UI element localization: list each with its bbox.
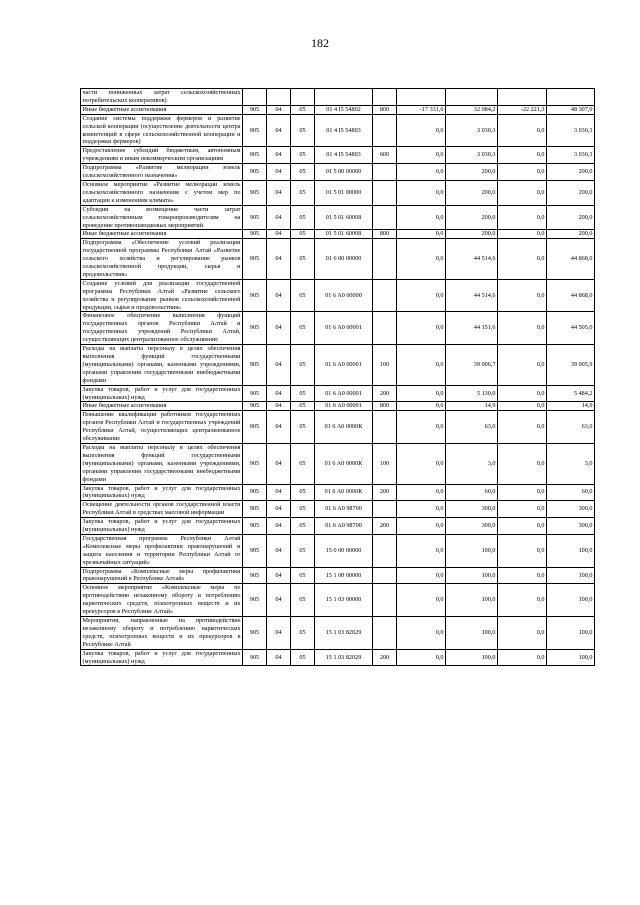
row-subsection-cell: 05 — [291, 105, 315, 114]
row-amount-4-cell: 60,0 — [547, 484, 595, 501]
row-subsection-cell: 05 — [291, 443, 315, 484]
row-target-article-cell: 15 1 03 82029 — [315, 617, 373, 650]
table-row — [81, 180, 595, 205]
row-code-cell: 905 — [243, 312, 267, 345]
row-amount-4-cell: 100,0 — [547, 584, 595, 617]
table-row — [81, 105, 595, 114]
row-code-cell: 905 — [243, 230, 267, 239]
row-section-cell — [267, 89, 291, 106]
row-amount-4-cell: 3 030,3 — [547, 147, 595, 164]
row-subsection-cell: 05 — [291, 180, 315, 205]
row-code-cell: 905 — [243, 584, 267, 617]
row-target-article-cell: 01 6 A0 00001 — [315, 385, 373, 402]
row-amount-1-cell: 0,0 — [397, 205, 446, 230]
row-amount-1-cell: 0,0 — [397, 230, 446, 239]
row-target-article-cell: 01 5 01 60008 — [315, 205, 373, 230]
row-section-cell: 04 — [267, 402, 291, 411]
row-subsection-cell: 05 — [291, 239, 315, 280]
row-expense-type-cell — [373, 617, 397, 650]
row-expense-type-cell: 200 — [373, 649, 397, 666]
row-name-cell: Подпрограмма «Развитие мелиорации земель сельскохозяйственного назначения» — [82, 164, 241, 180]
row-amount-3-cell: 0,0 — [498, 484, 547, 501]
row-amount-1-cell: 0,0 — [397, 484, 446, 501]
row-amount-2-cell: 200,0 — [446, 205, 498, 230]
row-amount-2-cell: 200,0 — [446, 180, 498, 205]
row-expense-type-cell — [373, 584, 397, 617]
row-amount-2-cell: 100,0 — [446, 617, 498, 650]
row-amount-3-cell: 0,0 — [498, 402, 547, 411]
row-amount-4-cell: 100,0 — [547, 534, 595, 567]
row-amount-3-cell: 0,0 — [498, 501, 547, 518]
row-amount-1-cell: 0,0 — [397, 584, 446, 617]
row-expense-type-cell — [373, 180, 397, 205]
row-subsection-cell: 05 — [291, 164, 315, 181]
row-amount-3-cell: 0,0 — [498, 567, 547, 584]
row-amount-1-cell: 0,0 — [397, 385, 446, 402]
row-subsection-cell: 05 — [291, 567, 315, 584]
row-name-cell: Подпрограмма «Комплексные меры профилактики правонарушений в Республике Алтай» — [82, 567, 241, 583]
row-amount-2-cell: 100,0 — [446, 567, 498, 584]
table-row — [81, 402, 595, 411]
row-section-cell: 04 — [267, 567, 291, 584]
row-code-cell: 905 — [243, 147, 267, 164]
row-name-cell: Основное мероприятие «Комплексные меры по противодействию незаконному обороту и потреблению наркотических средств, психотропных веществ и их прекурсоров в Республике Алтай» — [82, 584, 241, 616]
row-amount-1-cell: 0,0 — [397, 345, 446, 386]
row-amount-2-cell: 44 514,6 — [446, 239, 498, 280]
row-amount-2-cell — [446, 89, 498, 106]
table-row — [81, 114, 595, 147]
row-name-cell: Закупка товаров, работ и услуг для государственных (муниципальных) нужд — [82, 484, 241, 500]
row-amount-2-cell: 63,0 — [446, 411, 498, 444]
row-amount-2-cell: 44 514,6 — [446, 279, 498, 312]
row-target-article-cell: 01 6 A0 98700 — [315, 518, 373, 535]
row-name-cell: Финансовое обеспечение выполнения функций государственных органов Республики Алтай и государственных учреждений Республики Алтай, осуществляющих централизованное обслуживание — [82, 312, 241, 344]
row-code-cell: 905 — [243, 279, 267, 312]
table-row — [81, 443, 595, 484]
row-name-cell: Повышение квалификации работников государственных органов Республики Алтай и государственных учреждений Республики Алтай, осуществляющих централизованное обслуживание — [82, 411, 241, 443]
row-amount-2-cell: 5 130,0 — [446, 385, 498, 402]
row-subsection-cell: 05 — [291, 205, 315, 230]
row-amount-4-cell: 3,0 — [547, 443, 595, 484]
row-amount-2-cell: 3 030,3 — [446, 114, 498, 147]
row-amount-3-cell: 0,0 — [498, 345, 547, 386]
row-amount-2-cell: 200,0 — [446, 164, 498, 181]
row-code-cell: 905 — [243, 501, 267, 518]
row-code-cell: 905 — [243, 411, 267, 444]
row-expense-type-cell — [373, 164, 397, 181]
row-amount-1-cell: 0,0 — [397, 411, 446, 444]
row-name-cell: Подпрограмма «Обеспечение условий реализации государственной программы Республики Алтай «Развитие сельского хозяйства и регулирование рынков сельскохозяйственной продукции, сырья и продовольствия» — [82, 239, 241, 278]
row-expense-type-cell: 800 — [373, 402, 397, 411]
row-subsection-cell: 05 — [291, 484, 315, 501]
row-target-article-cell: 15 0 00 00000 — [315, 534, 373, 567]
row-amount-4-cell: 39 005,9 — [547, 345, 595, 386]
row-amount-1-cell: 0,0 — [397, 518, 446, 535]
row-subsection-cell: 05 — [291, 411, 315, 444]
row-amount-1-cell — [397, 89, 446, 106]
row-code-cell: 905 — [243, 443, 267, 484]
row-amount-3-cell — [498, 89, 547, 106]
row-name-cell: Создание условий для реализации государственной программы Республики Алтай «Развитие сельского хозяйства и регулирование рынков сельскохозяйственной продукции, сырья и продовольствия» — [82, 279, 241, 311]
row-amount-4-cell: 100,0 — [547, 567, 595, 584]
row-section-cell: 04 — [267, 230, 291, 239]
row-expense-type-cell: 200 — [373, 484, 397, 501]
row-subsection-cell: 05 — [291, 584, 315, 617]
row-target-article-cell: 01 6 A0 0000К — [315, 484, 373, 501]
table-row — [81, 164, 595, 181]
table-row — [81, 147, 595, 164]
table-row — [81, 501, 595, 518]
table-row — [81, 89, 595, 106]
row-expense-type-cell — [373, 89, 397, 106]
row-amount-4-cell: 200,0 — [547, 164, 595, 181]
row-amount-1-cell: 0,0 — [397, 617, 446, 650]
row-expense-type-cell: 600 — [373, 147, 397, 164]
row-subsection-cell: 05 — [291, 518, 315, 535]
row-amount-4-cell: 63,0 — [547, 411, 595, 444]
row-amount-4-cell: 100,0 — [547, 649, 595, 666]
row-name-cell: Субсидии на возмещение части затрат сельскохозяйственным товаропроизводителям на проведение противопаводковых мероприятий — [82, 205, 241, 229]
row-expense-type-cell — [373, 205, 397, 230]
row-code-cell: 905 — [243, 180, 267, 205]
row-section-cell: 04 — [267, 518, 291, 535]
row-amount-1-cell: 0,0 — [397, 180, 446, 205]
row-expense-type-cell — [373, 411, 397, 444]
row-section-cell: 04 — [267, 484, 291, 501]
row-amount-1-cell: 0,0 — [397, 534, 446, 567]
row-amount-3-cell: 0,0 — [498, 584, 547, 617]
row-expense-type-cell — [373, 534, 397, 567]
budget-table-body — [81, 89, 595, 666]
row-section-cell: 04 — [267, 279, 291, 312]
row-amount-3-cell: 0,0 — [498, 649, 547, 666]
row-code-cell: 905 — [243, 164, 267, 181]
row-amount-4-cell: 300,0 — [547, 518, 595, 535]
row-target-article-cell: 01 5 01 00000 — [315, 180, 373, 205]
row-target-article-cell: 01 6 A0 0000К — [315, 411, 373, 444]
row-name-cell: Государственная программа Республики Алтай «Комплексные меры профилактики правонарушений и защита населения и территории Республики Алтай от чрезвычайных ситуаций» — [82, 534, 241, 566]
row-code-cell: 905 — [243, 345, 267, 386]
row-target-article-cell: 01 5 00 00000 — [315, 164, 373, 181]
row-section-cell: 04 — [267, 147, 291, 164]
row-section-cell: 04 — [267, 114, 291, 147]
row-amount-4-cell: 300,0 — [547, 501, 595, 518]
row-name-cell: Закупка товаров, работ и услуг для государственных (муниципальных) нужд — [82, 649, 241, 665]
row-code-cell: 905 — [243, 385, 267, 402]
table-row — [81, 411, 595, 444]
row-expense-type-cell — [373, 312, 397, 345]
row-amount-4-cell: 200,0 — [547, 205, 595, 230]
row-amount-3-cell: 0,0 — [498, 385, 547, 402]
table-row — [81, 584, 595, 617]
table-row — [81, 617, 595, 650]
row-amount-3-cell: 0,0 — [498, 518, 547, 535]
row-amount-4-cell: 48 307,0 — [547, 105, 595, 114]
row-code-cell — [243, 89, 267, 106]
row-section-cell: 04 — [267, 164, 291, 181]
row-amount-3-cell: 0,0 — [498, 534, 547, 567]
row-amount-1-cell: -17 331,0 — [397, 105, 446, 114]
row-name-cell: Закупка товаров, работ и услуг для государственных (муниципальных) нужд — [82, 385, 241, 401]
row-expense-type-cell: 200 — [373, 518, 397, 535]
row-name-cell: Основное мероприятие «Развитие мелиорации земель сельскохозяйственного назначения с учетом мер по адаптации к изменениям климата» — [82, 180, 241, 204]
table-row — [81, 205, 595, 230]
row-subsection-cell: 05 — [291, 279, 315, 312]
row-section-cell: 04 — [267, 180, 291, 205]
row-amount-1-cell: 0,0 — [397, 114, 446, 147]
row-amount-3-cell: 0,0 — [498, 164, 547, 181]
row-amount-4-cell: 3 030,3 — [547, 114, 595, 147]
row-name-cell: Создание системы поддержки фермеров и развитие сельской кооперации (осуществление деятельности центра компетенций в сфере сельскохозяйственной кооперации и поддержки фермеров) — [82, 114, 241, 146]
row-amount-4-cell: 200,0 — [547, 230, 595, 239]
row-amount-4-cell: 44 868,0 — [547, 279, 595, 312]
row-section-cell: 04 — [267, 584, 291, 617]
row-amount-1-cell: 0,0 — [397, 239, 446, 280]
row-amount-4-cell: 5 484,2 — [547, 385, 595, 402]
row-code-cell: 905 — [243, 114, 267, 147]
row-target-article-cell: 15 1 03 00000 — [315, 584, 373, 617]
row-name-cell: Расходы на выплаты персоналу в целях обеспечения выполнения функций государственными (муниципальными) органами, казенными учреждениями, органами управления государственными внебюджетными фондами — [82, 443, 241, 483]
page-number: 182 — [311, 36, 329, 50]
row-expense-type-cell: 100 — [373, 443, 397, 484]
row-section-cell: 04 — [267, 312, 291, 345]
row-name-cell: Мероприятия, направленные на противодействие незаконному обороту и потреблению наркотических средств, психотропных веществ и их прекурсоров в Республике Алтай — [82, 617, 241, 648]
row-amount-1-cell: 0,0 — [397, 443, 446, 484]
row-amount-3-cell: 0,0 — [498, 312, 547, 345]
row-amount-2-cell: 100,0 — [446, 649, 498, 666]
row-amount-2-cell: 44 151,6 — [446, 312, 498, 345]
row-amount-1-cell: 0,0 — [397, 279, 446, 312]
row-target-article-cell: 01 6 00 00000 — [315, 239, 373, 280]
row-amount-4-cell: 14,9 — [547, 402, 595, 411]
row-expense-type-cell: 800 — [373, 105, 397, 114]
row-amount-4-cell: 200,0 — [547, 180, 595, 205]
row-amount-1-cell: 0,0 — [397, 147, 446, 164]
row-code-cell: 905 — [243, 534, 267, 567]
table-row — [81, 649, 595, 666]
row-section-cell: 04 — [267, 385, 291, 402]
table-row — [81, 567, 595, 584]
row-section-cell: 04 — [267, 345, 291, 386]
row-expense-type-cell — [373, 279, 397, 312]
row-amount-2-cell: 39 006,7 — [446, 345, 498, 386]
row-expense-type-cell: 800 — [373, 230, 397, 239]
row-amount-1-cell: 0,0 — [397, 501, 446, 518]
row-amount-3-cell: 0,0 — [498, 230, 547, 239]
table-row — [81, 385, 595, 402]
row-subsection-cell: 05 — [291, 534, 315, 567]
row-name-cell: Иные бюджетные ассигнования — [81, 230, 243, 239]
row-code-cell: 905 — [243, 484, 267, 501]
row-amount-4-cell: 44 505,0 — [547, 312, 595, 345]
row-target-article-cell — [315, 89, 373, 106]
row-subsection-cell: 05 — [291, 402, 315, 411]
row-section-cell: 04 — [267, 239, 291, 280]
row-expense-type-cell — [373, 501, 397, 518]
row-amount-3-cell: 0,0 — [498, 114, 547, 147]
row-amount-2-cell: 300,0 — [446, 501, 498, 518]
row-target-article-cell: 01 4 I5 54803 — [315, 114, 373, 147]
row-name-cell: Закупка товаров, работ и услуг для государственных (муниципальных) нужд — [82, 518, 241, 534]
row-target-article-cell: 01 6 A0 00001 — [315, 312, 373, 345]
row-target-article-cell: 01 5 01 60008 — [315, 230, 373, 239]
row-target-article-cell: 01 6 A0 00000 — [315, 279, 373, 312]
row-name-cell: Расходы на выплаты персоналу в целях обеспечения выполнения функций государственными (муниципальными) органами, казенными учреждениями, органами управления государственными внебюджетными фондами — [82, 345, 241, 384]
row-section-cell: 04 — [267, 205, 291, 230]
row-code-cell: 905 — [243, 649, 267, 666]
row-target-article-cell: 01 4 I5 54803 — [315, 147, 373, 164]
row-subsection-cell — [291, 89, 315, 106]
row-amount-4-cell: 44 868,0 — [547, 239, 595, 280]
row-name-cell: части пониженных затрат сельскохозяйственных потребительских кооперативов) — [82, 89, 241, 104]
row-amount-4-cell: 100,0 — [547, 617, 595, 650]
row-amount-3-cell: 0,0 — [498, 411, 547, 444]
row-amount-1-cell: 0,0 — [397, 567, 446, 584]
row-code-cell: 905 — [243, 617, 267, 650]
row-target-article-cell: 01 6 A0 00001 — [315, 402, 373, 411]
row-subsection-cell: 05 — [291, 147, 315, 164]
row-subsection-cell: 05 — [291, 501, 315, 518]
row-amount-3-cell: 0,0 — [498, 443, 547, 484]
row-amount-1-cell: 0,0 — [397, 164, 446, 181]
row-amount-2-cell: 300,0 — [446, 518, 498, 535]
row-name-cell: Предоставление субсидий бюджетным, автономным учреждениям и иным некоммерческим организациям — [82, 147, 241, 163]
table-row — [81, 534, 595, 567]
row-amount-2-cell: 32 084,2 — [446, 105, 498, 114]
row-amount-3-cell: 0,0 — [498, 205, 547, 230]
row-expense-type-cell: 200 — [373, 385, 397, 402]
row-amount-3-cell: -22 221,3 — [498, 105, 547, 114]
row-code-cell: 905 — [243, 205, 267, 230]
table-row — [81, 312, 595, 345]
table-row — [81, 518, 595, 535]
row-amount-4-cell — [547, 89, 595, 106]
row-section-cell: 04 — [267, 443, 291, 484]
row-expense-type-cell — [373, 567, 397, 584]
row-subsection-cell: 05 — [291, 345, 315, 386]
row-amount-1-cell: 0,0 — [397, 649, 446, 666]
row-code-cell: 905 — [243, 518, 267, 535]
row-target-article-cell: 01 6 A0 0000К — [315, 443, 373, 484]
row-amount-2-cell: 60,0 — [446, 484, 498, 501]
budget-table — [80, 88, 595, 666]
row-target-article-cell: 01 4 I5 54802 — [315, 105, 373, 114]
row-target-article-cell: 15 1 00 00000 — [315, 567, 373, 584]
row-section-cell: 04 — [267, 649, 291, 666]
row-section-cell: 04 — [267, 534, 291, 567]
row-amount-1-cell: 0,0 — [397, 312, 446, 345]
row-target-article-cell: 15 1 03 82029 — [315, 649, 373, 666]
table-row — [81, 345, 595, 386]
row-subsection-cell: 05 — [291, 649, 315, 666]
row-amount-2-cell: 3 030,3 — [446, 147, 498, 164]
row-code-cell: 905 — [243, 105, 267, 114]
row-section-cell: 04 — [267, 617, 291, 650]
table-row — [81, 239, 595, 280]
row-amount-2-cell: 200,0 — [446, 230, 498, 239]
table-row — [81, 230, 595, 239]
row-subsection-cell: 05 — [291, 617, 315, 650]
row-amount-3-cell: 0,0 — [498, 147, 547, 164]
row-section-cell: 04 — [267, 501, 291, 518]
row-subsection-cell: 05 — [291, 230, 315, 239]
row-section-cell: 04 — [267, 105, 291, 114]
row-amount-2-cell: 3,0 — [446, 443, 498, 484]
row-subsection-cell: 05 — [291, 312, 315, 345]
row-target-article-cell: 01 6 A0 00001 — [315, 345, 373, 386]
row-amount-2-cell: 100,0 — [446, 534, 498, 567]
row-amount-3-cell: 0,0 — [498, 239, 547, 280]
row-subsection-cell: 05 — [291, 385, 315, 402]
row-name-cell: Иные бюджетные ассигнования — [81, 105, 243, 114]
row-code-cell: 905 — [243, 239, 267, 280]
row-amount-3-cell: 0,0 — [498, 180, 547, 205]
row-target-article-cell: 01 6 A0 98700 — [315, 501, 373, 518]
row-amount-2-cell: 100,0 — [446, 584, 498, 617]
row-name-cell: Освещение деятельности органов государственной власти Республики Алтай в средствах массовой информации — [82, 501, 241, 517]
row-amount-3-cell: 0,0 — [498, 279, 547, 312]
row-code-cell: 905 — [243, 567, 267, 584]
table-row — [81, 484, 595, 501]
row-expense-type-cell: 100 — [373, 345, 397, 386]
row-code-cell: 905 — [243, 402, 267, 411]
row-section-cell: 04 — [267, 411, 291, 444]
row-expense-type-cell — [373, 239, 397, 280]
row-name-cell: Иные бюджетные ассигнования — [81, 402, 243, 411]
row-amount-2-cell: 14,9 — [446, 402, 498, 411]
row-subsection-cell: 05 — [291, 114, 315, 147]
table-row — [81, 279, 595, 312]
row-amount-1-cell: 0,0 — [397, 402, 446, 411]
row-expense-type-cell — [373, 114, 397, 147]
row-amount-3-cell: 0,0 — [498, 617, 547, 650]
